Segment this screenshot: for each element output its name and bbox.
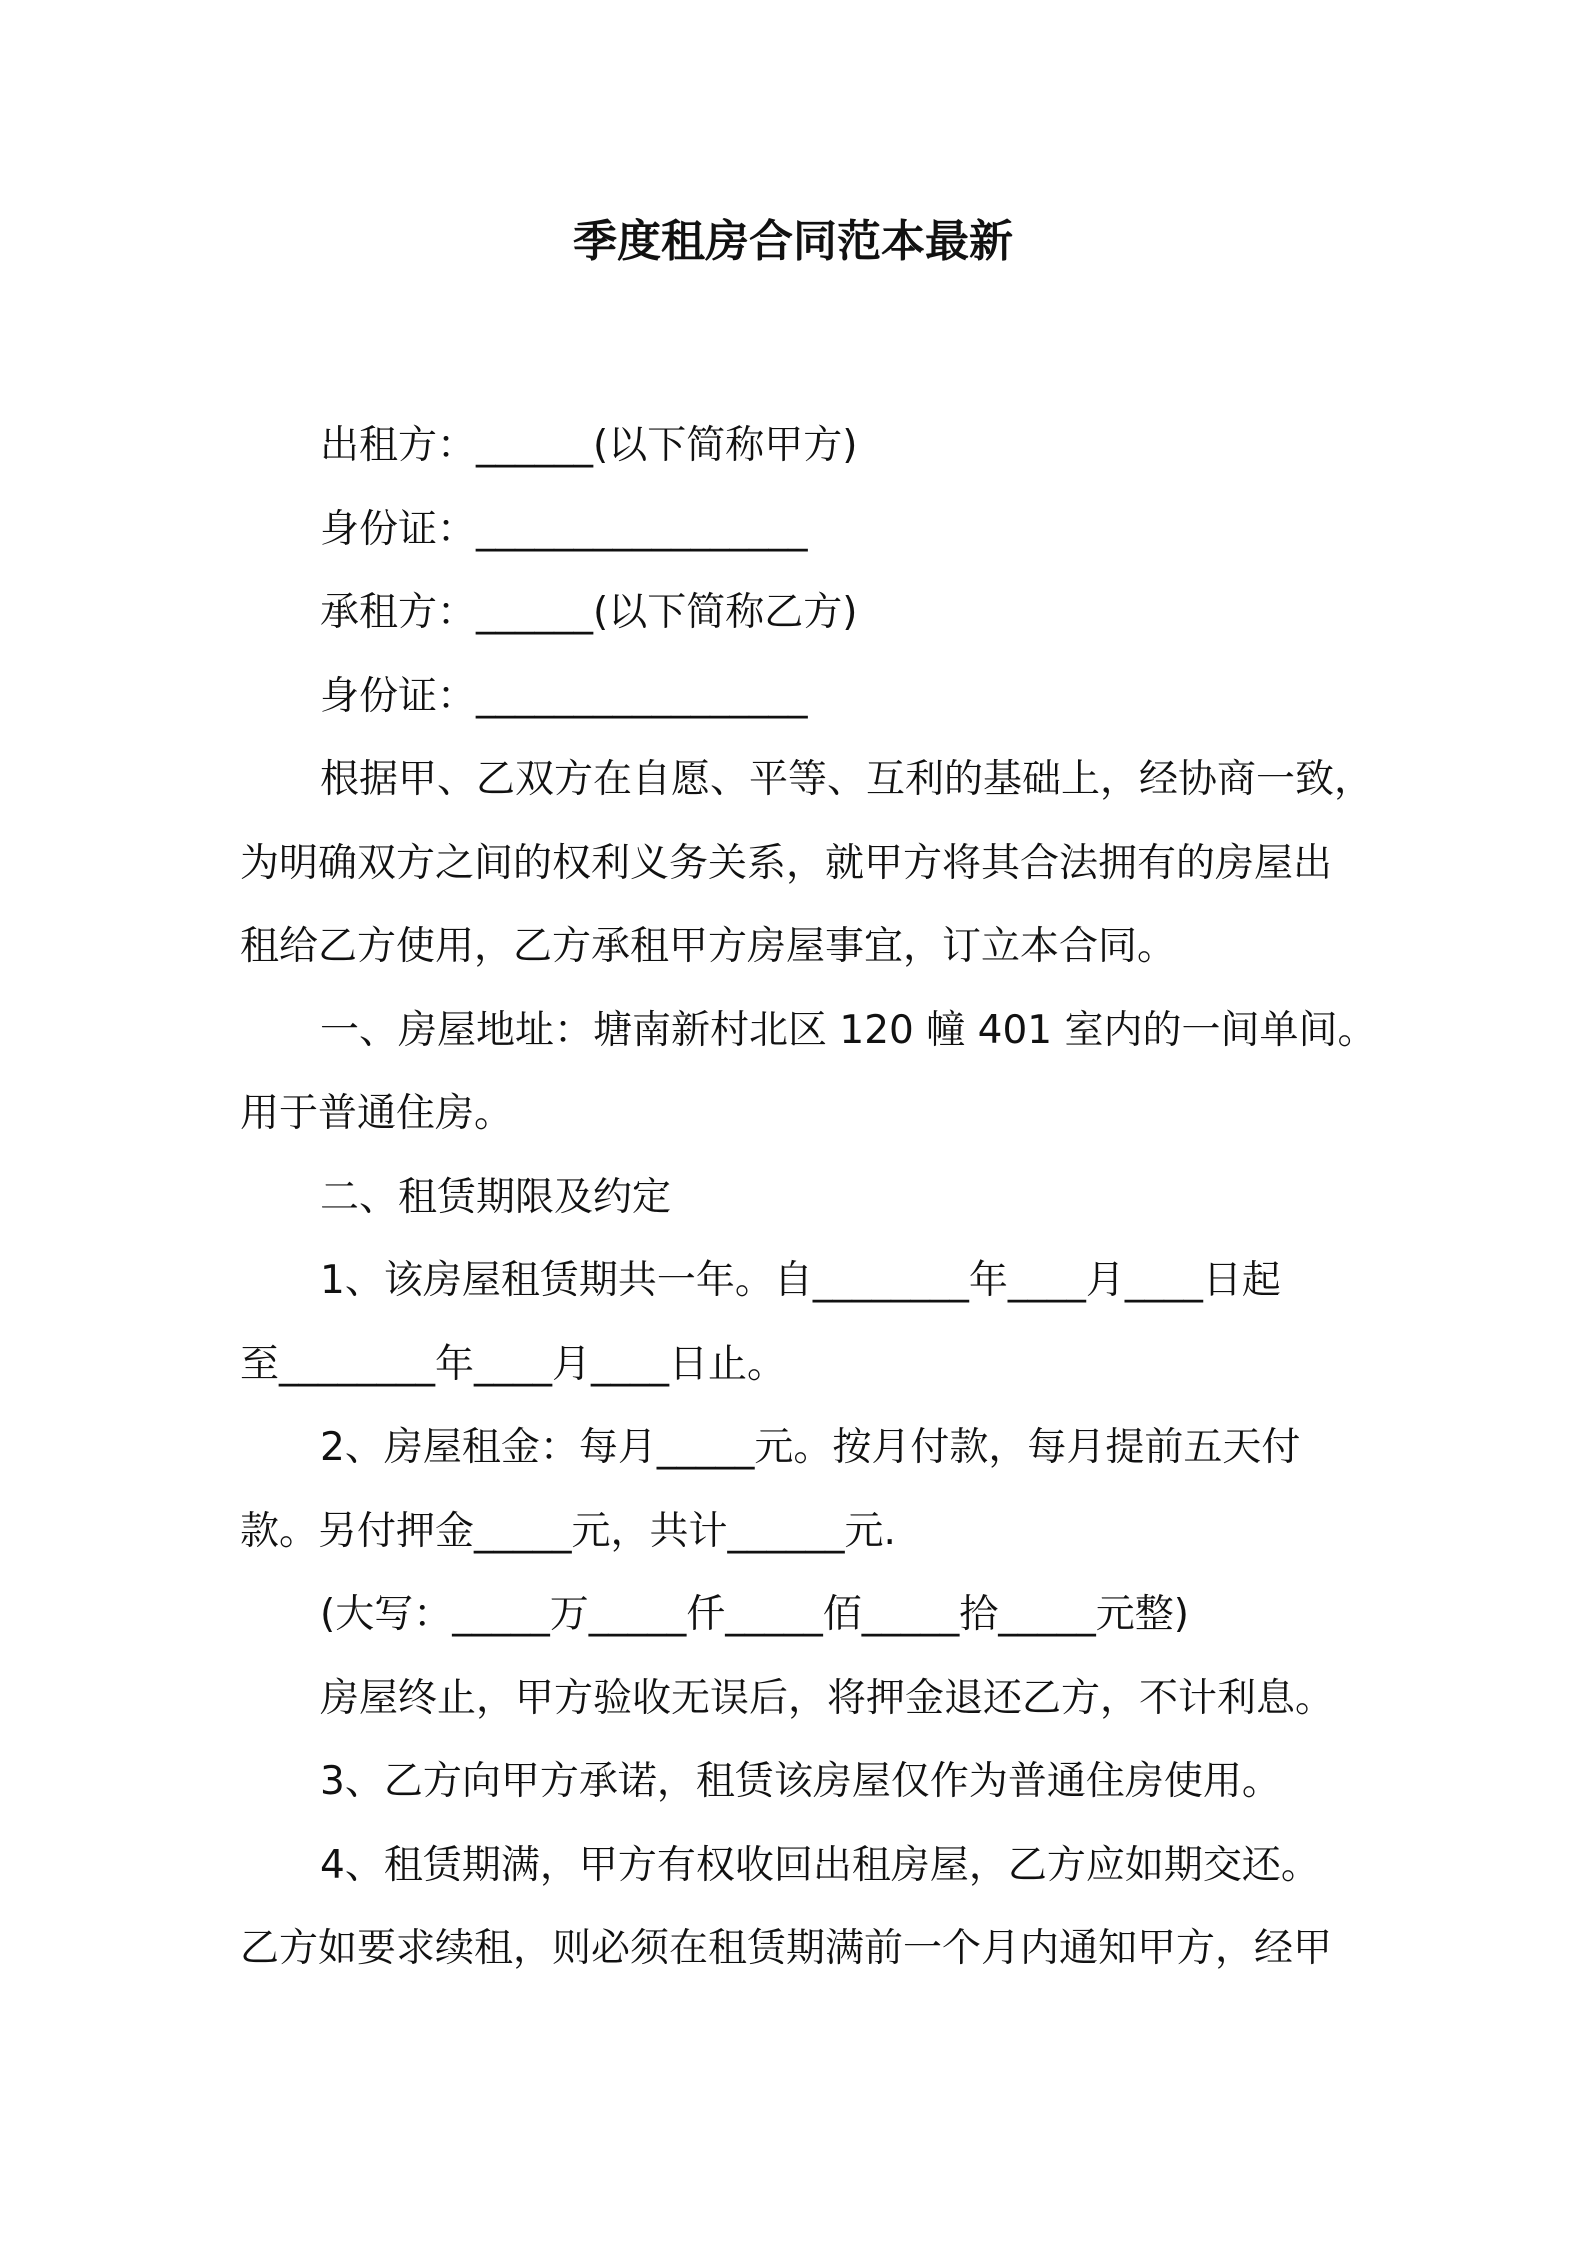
lessor-line: 出租方：______(以下简称甲方) <box>320 423 858 468</box>
lessee-id-line: 身份证：_________________ <box>320 673 808 719</box>
item-4-line-2: 乙方如要求续租，则必须在租赁期满前一个月内通知甲方，经甲 <box>240 1926 1333 1971</box>
item-2-line-2: 款。另付押金_____元，共计______元. <box>240 1508 896 1554</box>
preamble-line-3: 租给乙方使用，乙方承租甲方房屋事宜，订立本合同。 <box>240 924 1177 969</box>
document-body <box>240 404 1377 1991</box>
clause-1-line-1: 一、房屋地址：塘南新村北区 120 幢 401 室内的一间单间。 <box>320 1007 1377 1053</box>
document-title: 季度租房合同范本最新 <box>573 216 1013 267</box>
lessee-line: 承租方：______(以下简称乙方) <box>320 590 858 635</box>
preamble-line-1: 根据甲、乙双方在自愿、平等、互利的基础上，经协商一致， <box>320 757 1374 802</box>
item-3-line: 3、乙方向甲方承诺，租赁该房屋仅作为普通住房使用。 <box>320 1759 1281 1804</box>
item-1-line-1: 1、该房屋租赁期共一年。自________年____月____日起 <box>320 1258 1281 1303</box>
clause-2-heading: 二、租赁期限及约定 <box>320 1174 672 1220</box>
deposit-return-line: 房屋终止，甲方验收无误后，将押金退还乙方，不计利息。 <box>320 1675 1335 1721</box>
preamble-line-2: 为明确双方之间的权利义务关系，就甲方将其合法拥有的房屋出 <box>240 840 1333 886</box>
item-4-line-1: 4、租赁期满，甲方有权收回出租房屋，乙方应如期交还。 <box>320 1842 1320 1888</box>
item-2-line-1: 2、房屋租金：每月_____元。按月付款，每月提前五天付 <box>320 1425 1301 1470</box>
item-2-capital-amount: (大写：_____万_____仟_____佰_____拾_____元整) <box>320 1592 1189 1637</box>
clause-1-line-2: 用于普通住房。 <box>240 1091 514 1136</box>
lessor-id-line: 身份证：_________________ <box>320 506 808 552</box>
item-1-line-2: 至________年____月____日止。 <box>240 1341 787 1387</box>
